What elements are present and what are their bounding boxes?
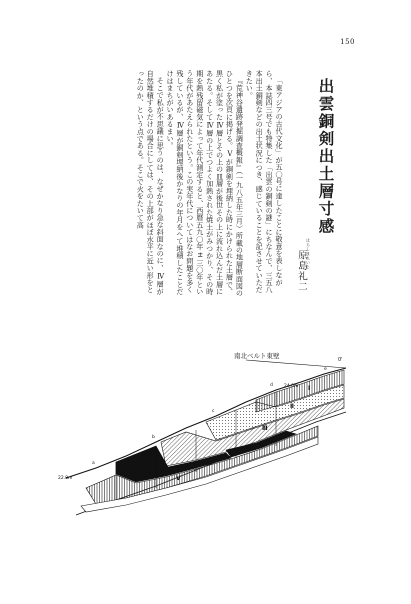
article-body — [104, 70, 284, 300]
author-furigana: はらしまれいじ — [306, 238, 311, 270]
point-label-d: d — [270, 383, 273, 388]
point-label-e: e — [324, 367, 327, 372]
reference-line — [246, 360, 346, 368]
article-title: 出雲銅剣出土層寸感 — [316, 78, 336, 236]
layer-label-3: Ⅲ — [262, 425, 268, 432]
body-paragraph: そこで私が不思議に思うのは、なぜかなり急な斜面なのに、Ⅳ層が自然堆積するだけの場合にしては、その上部がほぼ水平に近い形をとったのか、という点である。そこで火をたいて高 — [136, 70, 166, 295]
stratigraphic-section-figure — [56, 350, 356, 520]
layer-label-4: Ⅳ — [142, 453, 149, 460]
layer-label-5: Ⅴ — [176, 475, 181, 482]
body-paragraph: 「東アジアの古代文化」が五〇号に達したことに敬意を表しながら、本誌四三号でも特集した「出雲の銅剣の謎」にちなんで、三五八本出土銅剣などの出土状況につき、感じていることを記させていただきたい。 — [245, 70, 284, 294]
section-diagram — [56, 350, 356, 520]
elevation-label-top: 24.0m — [284, 384, 299, 389]
zero-label-top: 0' — [338, 357, 343, 363]
point-label-c: c — [212, 409, 215, 414]
layer-label-2: Ⅱ — [290, 403, 294, 410]
page-number: 150 — [340, 38, 355, 46]
body-paragraph: 『荒神谷遺跡発掘調査概報』（一九八五年三月）所載の地層断面図のひとつを次頁に掲げる。Ⅴが銅剣を埋納した時にかけられた土層で、黒く私が塗ったⅣ層とその上の皿層が後世その上に流れ込んだ土層にあたる。そしてⅣ層の上でつよく加熱された焼土がみつかり、その時期を熱残留磁気によって年代測定すると、西暦五九〇年±三〇年という年代があたえられたという。この実年代についてはなお問題を多く残しているが、Ⅳ層が銅剣埋納後かなりの年月をへて堆積したことだけはまちがいあるまい。 — [166, 70, 245, 297]
figure-title-label: 南北ベルト東壁 — [234, 352, 280, 360]
author-name: 原島礼二 — [296, 250, 307, 292]
point-label-a: a — [92, 461, 95, 466]
layer-label-1: Ⅰ — [308, 385, 311, 392]
point-label-b: b — [152, 435, 155, 440]
elevation-label-bottom: 22.8m — [58, 476, 73, 481]
